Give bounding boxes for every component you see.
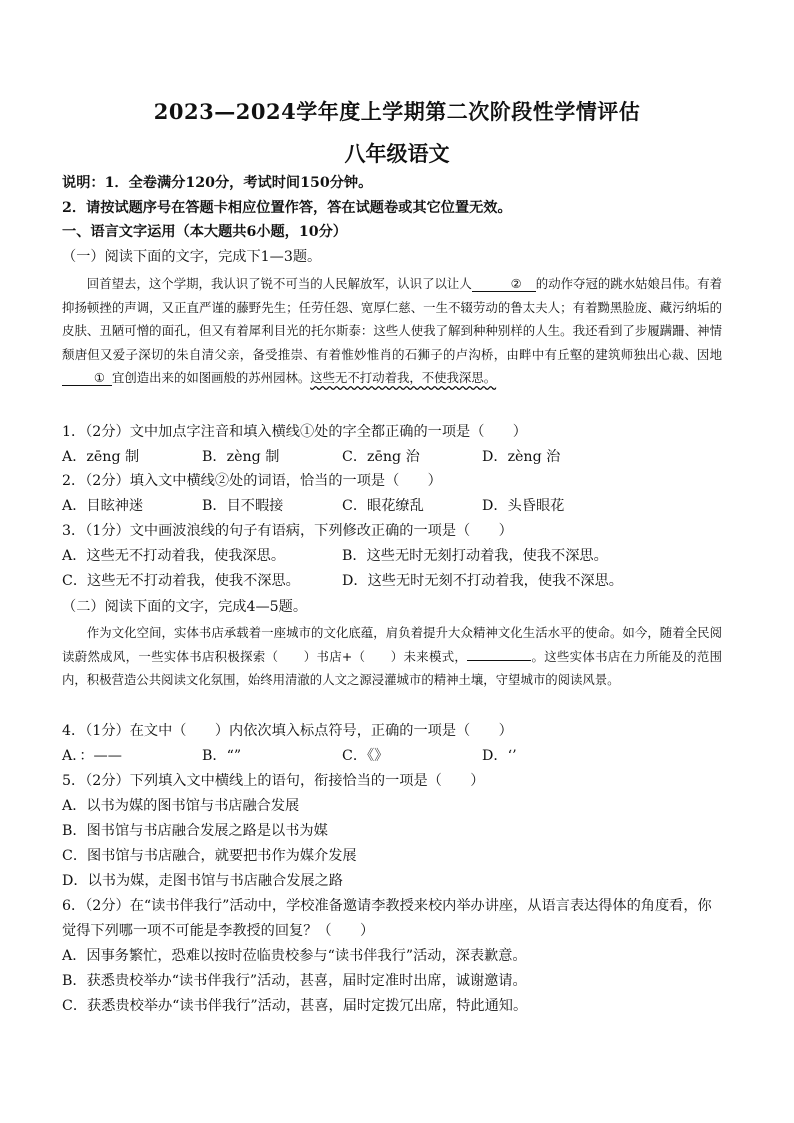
reading-passage-1	[62, 272, 722, 390]
section-heading: 一、语言文字运用（本大题共6小题，10分）	[62, 224, 347, 240]
question-4-stem: 4．（1分）在文中（ ）内依次填入标点符号，正确的一项是（ ）	[62, 723, 513, 739]
passage1-text-a: 回首望去，这个学期，我认识了锐不可当的人民解放军，认识了以让人	[86, 276, 472, 291]
blank-1: ①	[62, 371, 112, 386]
q2-option-d[interactable]: D．头昏眼花	[482, 498, 565, 514]
exam-title: 2023—2024学年度上学期第二次阶段性学情评估	[153, 99, 641, 124]
wavy-underlined-sentence: 这些无不打动着我，不使我深思。	[310, 370, 497, 386]
exam-subtitle: 八年级语文	[344, 141, 450, 166]
q3-option-c[interactable]: C．这些无不打动着我，使我不深思。	[62, 573, 300, 589]
q5-option-a[interactable]: A．以书为媒的图书馆与书店融合发展	[62, 798, 300, 814]
q1-option-a[interactable]: A．zēng 制	[62, 449, 140, 465]
passage1-text-b: 的动作夺冠的跳水姑娘吕伟。有着抑扬顿挫的声调，又正直严谨的藤野先生；任劳任怨、宽厚仁慈、一生不辍劳动的鲁太夫人；有着黝黑脸庞、藏污纳垢的皮肤、丑陋可憎的面孔，但又有着犀利目光的托尔斯泰：这些人使我了解到种种别样的人生。我还看到了步履蹒跚、神情颓唐但又爱子深切的朱自清父亲，备受推崇、有着惟妙惟肖的石狮子的卢沟桥，由畔中有丘壑的建筑师独出心裁、因地	[62, 276, 723, 362]
q5-option-b[interactable]: B．图书馆与书店融合发展之路是以书为媒	[62, 823, 328, 839]
instructions-line-1: 说明：1．全卷满分120分，考试时间150分钟。	[62, 175, 373, 191]
q3-option-a[interactable]: A．这些无不打动着我，使我深思。	[62, 548, 286, 564]
part1-heading: （一）阅读下面的文字，完成下1—3题。	[62, 249, 322, 265]
q4-option-c[interactable]: C．《》	[342, 748, 389, 764]
question-1-stem: 1．（2分）文中加点字注音和填入横线①处的字全都正确的一项是（ ）	[62, 424, 527, 440]
q2-option-a[interactable]: A．目眩神迷	[62, 498, 144, 514]
instructions-line-2: 2．请按试题序号在答题卡相应位置作答，答在试题卷或其它位置无效。	[62, 200, 512, 216]
passage2-text-b: 。这些实体书店在力所能及的范围内，积极营造公共阅读文化氛围，始终用清澈的人文之源浸灌城市的精神土壤，守望城市的阅读风景。	[62, 648, 722, 688]
question-6-stem-cont: 觉得下列哪一项不可能是李教授的回复？（ ）	[62, 923, 375, 939]
q1-option-d[interactable]: D．zèng 治	[482, 449, 561, 465]
question-6-stem: 6．（2分）在“读书伴我行”活动中，学校准备邀请李教授来校内举办讲座，从语言表达得体的角度看，你	[62, 898, 712, 914]
q2-option-c[interactable]: C．眼花缭乱	[342, 498, 424, 514]
q4-option-a[interactable]: A．：——	[62, 748, 122, 764]
q3-option-d[interactable]: D．这些无时无刻不打动着我，使我不深思。	[342, 573, 623, 589]
answer-blank	[467, 660, 531, 661]
q4-option-d[interactable]: D．‘’	[482, 748, 517, 764]
question-5-stem: 5．（2分）下列填入文中横线上的语句，衔接恰当的一项是（ ）	[62, 773, 485, 789]
reading-passage-2	[62, 621, 722, 692]
q6-option-c[interactable]: C．获悉贵校举办“读书伴我行”活动，甚喜，届时定拨冗出席，特此通知。	[62, 998, 528, 1014]
q5-option-d[interactable]: D．以书为媒，走图书馆与书店融合发展之路	[62, 873, 343, 889]
q5-option-c[interactable]: C．图书馆与书店融合，就要把书作为媒介发展	[62, 848, 357, 864]
passage1-text-c: 宜创造出来的如图画般的苏州园林。	[112, 370, 311, 386]
q2-option-b[interactable]: B．目不暇接	[202, 498, 284, 514]
question-2-stem: 2．（2分）填入文中横线②处的词语，恰当的一项是（ ）	[62, 473, 442, 489]
q4-option-b[interactable]: B．“”	[202, 748, 242, 764]
part2-heading: （二）阅读下面的文字，完成4—5题。	[62, 599, 308, 615]
q1-option-c[interactable]: C．zēng 治	[342, 449, 420, 465]
q1-option-b[interactable]: B．zèng 制	[202, 449, 280, 465]
question-3-stem: 3．（1分）文中画波浪线的句子有语病，下列修改正确的一项是（ ）	[62, 523, 513, 539]
q3-option-b[interactable]: B．这些无时无刻打动着我，使我不深思。	[342, 548, 608, 564]
passage2-text-a: 作为文化空间，实体书店承载着一座城市的文化底蕴，肩负着提升大众精神文化生活水平的使命。如今，随着全民阅读蔚然成风，一些实体书店积极探索（ ）书店+（ ）未来模式，	[62, 625, 722, 664]
q6-option-b[interactable]: B．获悉贵校举办“读书伴我行”活动，甚喜，届时定准时出席，诚谢邀请。	[62, 973, 527, 989]
blank-2: ②	[472, 277, 536, 292]
q6-option-a[interactable]: A．因事务繁忙，恐难以按时莅临贵校参与“读书伴我行”活动，深表歉意。	[62, 948, 527, 964]
